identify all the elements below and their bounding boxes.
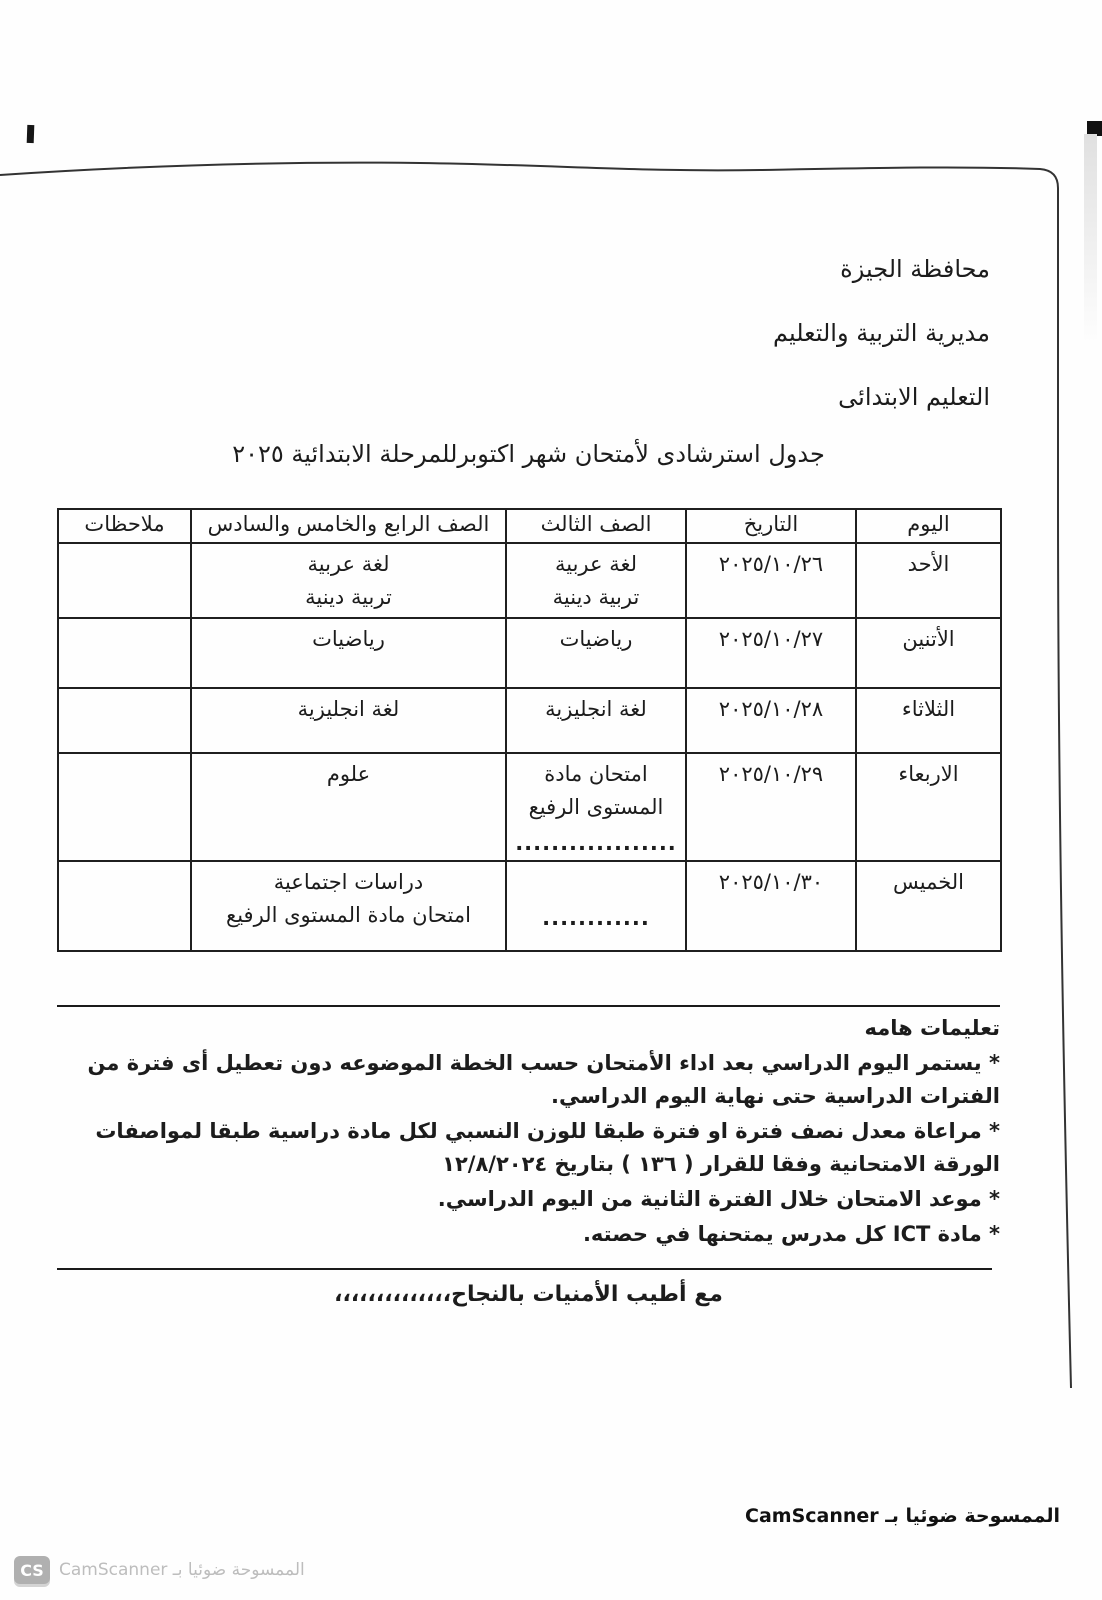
table-row — [58, 861, 1001, 951]
table-row — [58, 688, 1001, 753]
camscanner-watermark-label: الممسوحة ضوئيا بـ CamScanner — [59, 1560, 305, 1580]
placeholder-dots: ............ — [542, 906, 650, 930]
scan-artifact-top-left — [27, 125, 35, 143]
table-row — [58, 753, 1001, 861]
col-header-grade456: الصف الرابع والخامس والسادس — [191, 509, 506, 543]
col-header-day: اليوم — [856, 509, 1001, 543]
cell-day: الخميس — [856, 861, 1001, 951]
paper-edge-shadow — [1084, 134, 1097, 344]
cell-grade456: رياضيات — [191, 618, 506, 688]
instructions-section — [59, 1012, 1000, 1253]
col-header-date: التاريخ — [686, 509, 856, 543]
cell-notes — [58, 861, 191, 951]
table-row — [58, 543, 1001, 618]
cell-notes — [58, 753, 191, 861]
cell-grade456: دراسات اجتماعية امتحان مادة المستوى الرفيع — [191, 861, 506, 951]
closing-wishes: مع أطيب الأمنيات بالنجاح،،،،،،،،،،،،،، — [334, 1282, 723, 1307]
letterhead-line-governorate: محافظة الجيزة — [840, 255, 990, 283]
cell-grade3: امتحان مادة المستوى الرفيع .................. — [506, 753, 686, 861]
col-header-grade3: الصف الثالث — [506, 509, 686, 543]
horizontal-rule — [57, 1005, 1000, 1007]
cell-date: ٢٠٢٥/١٠/٢٦ — [686, 543, 856, 618]
cell-grade456: لغة انجليزية — [191, 688, 506, 753]
cell-notes — [58, 688, 191, 753]
camscanner-cs-icon: CS — [14, 1556, 50, 1584]
cell-day: الأتنين — [856, 618, 1001, 688]
camscanner-watermark-badge — [14, 1556, 305, 1584]
instruction-item: * موعد الامتحان خلال الفترة الثانية من اليوم الدراسي. — [437, 1187, 1000, 1211]
cell-date: ٢٠٢٥/١٠/٢٩ — [686, 753, 856, 861]
letterhead-line-directorate: مديرية التربية والتعليم — [773, 319, 990, 347]
cell-date: ٢٠٢٥/١٠/٢٧ — [686, 618, 856, 688]
cell-notes — [58, 618, 191, 688]
table-row — [58, 618, 1001, 688]
letterhead-line-stage: التعليم الابتدائى — [838, 383, 990, 411]
cell-grade3: لغة عربية تربية دينية — [506, 543, 686, 618]
cell-grade3: لغة انجليزية — [506, 688, 686, 753]
cell-day: الأحد — [856, 543, 1001, 618]
cell-date: ٢٠٢٥/١٠/٢٨ — [686, 688, 856, 753]
exam-schedule-table — [57, 508, 1002, 952]
instructions-heading: تعليمات هامه — [864, 1016, 1000, 1040]
horizontal-rule — [57, 1268, 992, 1270]
cell-grade456: علوم — [191, 753, 506, 861]
cell-grade456: لغة عربية تربية دينية — [191, 543, 506, 618]
instruction-item: * مادة ICT كل مدرس يمتحنها في حصته. — [582, 1222, 1000, 1246]
cell-day: الاربعاء — [856, 753, 1001, 861]
cell-notes — [58, 543, 191, 618]
instruction-item: * يستمر اليوم الدراسي بعد اداء الأمتحان حسب الخطة الموضوعه دون تعطيل أى فترة من الفترات الدراسية حتى نهاية اليوم الدراسي. — [87, 1051, 1000, 1108]
cell-grade3 — [506, 861, 686, 951]
table-header-row — [58, 509, 1001, 543]
camscanner-watermark-text: الممسوحة ضوئيا بـ CamScanner — [745, 1505, 1060, 1527]
cell-date: ٢٠٢٥/١٠/٣٠ — [686, 861, 856, 951]
instruction-item: * مراعاة معدل نصف فترة او فترة طبقا للوزن النسبي لكل مادة دراسية طبقا لمواصفات الورقة الامتحانية وفقا للقرار ( ١٣٦ ) بتاريخ ١٢/٨/٢٠٢٤ — [95, 1119, 1000, 1176]
letterhead — [773, 254, 990, 446]
placeholder-dots: .................. — [515, 831, 677, 855]
page-title: جدول استرشادى لأمتحان شهر اكتوبرللمرحلة الابتدائية ٢٠٢٥ — [232, 440, 825, 468]
cell-grade3: رياضيات — [506, 618, 686, 688]
cell-day: الثلاثاء — [856, 688, 1001, 753]
col-header-notes: ملاحظات — [58, 509, 191, 543]
